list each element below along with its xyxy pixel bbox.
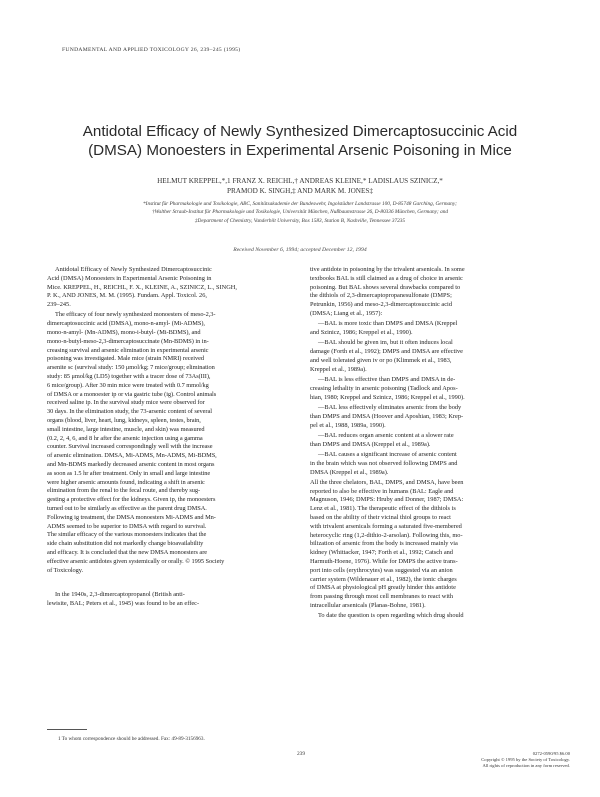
text-line: Antidotal Efficacy of Newly Synthesized Dimercaptosuccinic: [55, 266, 212, 273]
text-line: Kreppel et al., 1989a).: [310, 365, 367, 373]
text-line: Following ig treatment, the DMSA monoesters Mi-ADMS and Mn-: [47, 513, 216, 521]
text-line: creasing lethality in arsenic poisoning (Tadlock and Apos-: [310, 384, 458, 392]
text-line: dimercaptosuccinic acid (DMSA), mono-n-amyl- (Mi-ADMS),: [47, 320, 205, 328]
text-line: received saline ip. In the survival study mice were observed for: [47, 399, 205, 407]
text-line: turned out to be similarly as effective as the parent drug DMSA.: [47, 505, 207, 513]
text-line: the dithiols of 2,3-dimercaptopropanesulfonate (DMPS;: [310, 292, 452, 300]
author-line: HELMUT KREPPEL,*,1 FRANZ X. REICHL,† ANDREAS KLEINE,* LADISLAUS SZINICZ,*: [157, 177, 443, 185]
text-line: effective arsenic antidotes given systemically or orally. © 1995 Society: [47, 557, 225, 565]
bullet-item: [310, 376, 563, 402]
bullet-item: [310, 320, 563, 338]
text-line: To date the question is open regarding which drug should: [318, 612, 464, 620]
text-line: organs (blood, liver, heart, lung, kidneys, spleen, testes, brain,: [47, 417, 201, 425]
affiliation-line: ‡Department of Chemistry, Vanderbilt University, Box 1583, Station B, Nashville, Tennessee 37235: [194, 217, 406, 224]
text-line: arsenite sc (survival study: 150 μmol/kg; 7 mice/group; elimination: [47, 364, 215, 372]
text-line: —BAL causes a significant increase of arsenic content: [318, 450, 457, 458]
text-line: and Szinicz, 1986; Kreppel et al., 1990).: [310, 329, 413, 337]
footnote-rule: [47, 729, 87, 730]
abstract-body: [47, 311, 300, 575]
text-line: based on the ability of their vicinal thiol groups to react: [310, 514, 451, 522]
text-line: Petrunkin, 1956) and meso-2,3-dimercaptosuccinic acid: [310, 301, 452, 309]
text-line: small intestine, large intestine, muscle, and skin) was measured: [47, 425, 205, 433]
text-line: and well tolerated given iv or po (Klimmek et al., 1983,: [310, 356, 452, 364]
text-line: Lenz et al., 1981). The therapeutic effect of the dithiols is: [310, 505, 456, 513]
text-line: pel et al., 1988, 1989a, 1990).: [310, 421, 386, 429]
author-list: [40, 176, 560, 197]
text-line: All the three chelators, BAL, DMPS, and DMSA, have been: [310, 478, 464, 486]
right-column: [310, 266, 563, 623]
bullet-item: [310, 451, 563, 477]
text-line: of DMSA or a monoester ip or via gastric tube (ig). Control animals: [47, 390, 217, 398]
title-line: (DMSA) Monoesters in Experimental Arsenic Poisoning in Mice: [88, 142, 512, 159]
text-line: textbooks BAL is still claimed as a drug of choice in arsenic: [310, 274, 463, 282]
text-line: 239–245.: [47, 301, 71, 309]
text-line: gesting a protective effect for the kidneys. Given ip, the monoesters: [47, 496, 216, 504]
introduction-continued: [310, 266, 563, 319]
text-line: study: 85 μmol/kg (LD5) together with a tracer dose of 73As(III),: [47, 373, 211, 381]
text-line: intracellular arsenicals (Planas-Bohne, 1981).: [310, 601, 426, 609]
title-line: Antidotal Efficacy of Newly Synthesized Dimercaptosuccinic Acid: [82, 123, 518, 140]
text-line: ADMS seemed to be superior to DMSA with regard to survival.: [47, 522, 207, 530]
text-line: were higher arsenic amounts found, indicating a shift in arsenic: [47, 478, 205, 486]
page-number: 239: [296, 751, 306, 757]
text-line: in the brain which was not observed following DMPS and: [310, 459, 458, 467]
text-line: 6 mice/group). After 30 min mice were treated with 0.7 mmol/kg: [47, 381, 209, 389]
text-line: of DMSA at physiological pH greatly hinder this antidote: [310, 584, 456, 592]
copyright-block: [460, 751, 570, 769]
copyright-line: Copyright © 1995 by the Society of Toxicology.: [481, 757, 570, 763]
paper-title: [40, 122, 560, 160]
text-line: of arsenic elimination. DMSA, Mi-ADMS, Mn-ADMS, Mi-BDMS,: [47, 452, 217, 460]
text-line: Mice. KREPPEL, H., REICHL, F. X., KLEINE, A., SZINICZ, L., SINGH,: [47, 283, 237, 291]
text-line: —BAL less effectively eliminates arsenic from the body: [318, 403, 462, 411]
affiliation-line: *Institut für Pharmakologie und Toxikologie, ABC, Sanitätsakademie der Bundeswehr, Ingolstädter Landstrasse 100, D-85748 Garching, Germany;: [143, 201, 457, 207]
text-line: as soon as 1.5 hr after treatment. Only in small and large intestine: [47, 469, 211, 477]
text-line: than DMPS and DMSA (Hoover and Aposhian, 1983; Krep-: [310, 412, 464, 420]
text-line: hian, 1980; Kreppel and Szinicz, 1986; Kreppel et al., 1990).: [310, 393, 465, 401]
text-line: —BAL is less effective than DMPS and DMSA in de-: [318, 376, 456, 384]
text-line: of Toxicology.: [47, 566, 84, 574]
introduction-start: [47, 591, 300, 609]
text-line: side chain substitution did not markedly change bioavailability: [47, 540, 204, 548]
abstract-citation: [47, 266, 300, 310]
text-line: Harmuth-Hoene, 1976). While for DMPS the active trans-: [310, 558, 458, 565]
text-line: damage (Forth et al., 1992); DMPS and DMSA are effective: [310, 348, 463, 356]
text-line: (0.2, 2, 4, 6, and 8 hr after the arsenic injection using a gamma: [47, 434, 203, 442]
text-line: —BAL should be given im, but it often induces local: [318, 339, 453, 347]
affiliation-line: †Walther Straub-Institut für Pharmakologie und Toxikologie, Universität München, Nußbaumstrasse 26, D-80336 München, Germany; and: [151, 209, 449, 216]
text-line: counter. Survival increased correspondingly well with the increase: [47, 443, 213, 451]
received-dates: Received November 6, 1994; accepted December 12, 1994: [233, 247, 367, 253]
text-line: port into cells (erythrocytes) was suggested via an anion: [310, 566, 453, 574]
text-line: Acid (DMSA) Monoesters in Experimental Arsenic Poisoning in: [47, 274, 212, 282]
text-line: P. K., AND JONES, M. M. (1995). Fundam. Appl. Toxicol. 26,: [47, 292, 207, 300]
text-line: carrier system (Wildenauer et al., 1982), the ionic charges: [310, 575, 457, 583]
text-line: bilization of arsenic from the body is increased mainly via: [310, 540, 458, 548]
text-line: The similar efficacy of the various monoesters indicates that the: [47, 531, 207, 539]
text-line: with trivalent arsenicals forming a saturated five-membered: [310, 522, 462, 530]
text-line: creasing survival and arsenic elimination in experimental arsenic: [47, 346, 209, 354]
text-line: The efficacy of four newly synthesized monoesters of meso-2,3-: [55, 311, 216, 319]
footnote: 1 To whom correspondence should be addressed. Fax: 49-89-3156963.: [58, 736, 205, 742]
text-line: tive antidote in poisoning by the trivalent arsenicals. In some: [310, 266, 465, 273]
text-line: and efficacy. It is concluded that the new DMSA monoesters are: [47, 549, 208, 556]
bullet-list: [310, 320, 563, 477]
bullet-item: [310, 404, 563, 430]
journal-header: FUNDAMENTAL AND APPLIED TOXICOLOGY 26, 239–245 (1995): [62, 47, 241, 53]
text-line: reported to also be effective in humans (BAL: Eagle and: [310, 487, 454, 495]
text-line: elimination from the renal to the fecal route, and thereby sug-: [47, 487, 201, 495]
text-line: poisoning was investigated. Male mice (strain NMRI) received: [47, 355, 204, 363]
text-line: and Mn-BDMS markedly decreased arsenic content in most organs: [47, 461, 215, 469]
introduction-paragraph: [310, 479, 563, 611]
text-line: mono-n-amyl- (Mn-ADMS), mono-i-butyl- (Mi-BDMS), and: [47, 329, 201, 337]
text-line: mono-n-butyl-meso-2,3-dimercaptosuccinate (Mn-BDMS) in in-: [47, 337, 209, 345]
text-line: 30 days. In the elimination study, the 73-arsenic content of several: [47, 408, 212, 416]
text-line: from passing through most cell membranes to react with: [310, 593, 454, 601]
bullet-item: [310, 432, 563, 450]
text-line: than DMPS and DMSA (Kreppel et al., 1989a).: [310, 440, 431, 448]
introduction-paragraph-next: [310, 612, 563, 621]
text-line: DMSA (Kreppel et al., 1989a).: [310, 468, 389, 476]
text-line: (DMSA; Liang et al., 1957):: [310, 309, 383, 317]
text-line: Magnuson, 1946; DMPS: Hruby and Donner, 1987; DMSA:: [310, 496, 464, 504]
text-line: —BAL is more toxic than DMPS and DMSA (Kreppel: [318, 320, 458, 328]
text-line: lewisite, BAL; Peters et al., 1945) was found to be an effec-: [47, 599, 200, 607]
text-line: poisoning. But BAL shows several drawbacks compared to: [310, 283, 461, 291]
text-line: kidney (Whittacker, 1947; Forth et al., 1992; Catsch and: [310, 549, 453, 557]
spacer: [47, 577, 300, 591]
left-column: [47, 266, 300, 610]
text-line: heterocyclic ring (1,2-dithio-2-arsolan). Following this, mo-: [310, 531, 463, 539]
copyright-line: 0272-0590/95 $6.00: [532, 751, 570, 756]
bullet-item: [310, 339, 563, 374]
text-line: In the 1940s, 2,3-dimercaptopropanol (British anti-: [55, 590, 185, 598]
text-line: —BAL reduces organ arsenic content at a slower rate: [318, 431, 454, 439]
copyright-line: All rights of reproduction in any form reserved.: [482, 763, 570, 769]
author-line: PRAMOD K. SINGH,‡ AND MARK M. JONES‡: [227, 187, 373, 196]
affiliations: [40, 200, 560, 225]
